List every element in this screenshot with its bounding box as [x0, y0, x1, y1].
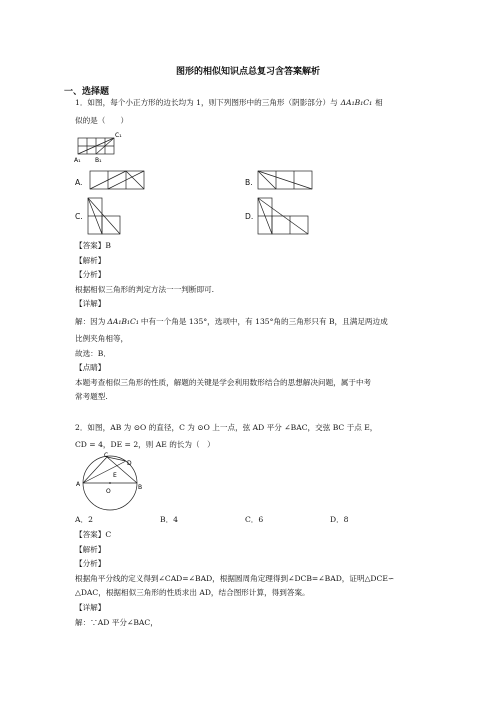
q1-fenxi-tag: 【分析】: [75, 270, 106, 279]
q1-option-d-figure: [256, 196, 316, 238]
q2-center-point: [109, 482, 111, 484]
q1-option-b-figure: [258, 169, 318, 191]
q1-detail-line3: 故选：B．: [75, 349, 111, 358]
section-heading: 一、选择题: [64, 87, 110, 97]
q2-label-o: O: [106, 488, 111, 495]
q1-dianjing-line2: 常考题型.: [75, 392, 108, 401]
q1-option-b-label: B.: [245, 178, 253, 187]
q1-detail-1a: 解：因为: [75, 317, 106, 326]
q1-label-c1: C₁: [115, 132, 122, 139]
q2-label-e: E: [113, 472, 117, 479]
q1-reference-figure: [74, 128, 128, 168]
q1-option-c-label: C.: [75, 212, 83, 221]
q1-detail-tag: 【详解】: [75, 299, 106, 308]
q2-label-a: A: [76, 481, 81, 488]
q2-label-d: D: [127, 460, 132, 467]
q2-stem-line2: CD = 4，DE = 2，则 AE 的长为（ ）: [75, 440, 215, 449]
q1-dianjing-line1: 本题考查相似三角形的性质，解题的关键是学会利用数形结合的思想解决问题，属于中考: [75, 378, 372, 387]
q2-option-c: C．6: [245, 515, 264, 524]
q1-detail-1c: 中有一个角是 135°，选项中，有 135°角的三角形只有 B，且满足两边成: [140, 317, 388, 326]
q2-fenxi-tag: 【分析】: [75, 559, 106, 568]
q1-option-c-figure: [86, 196, 136, 238]
q1-fenxi-text: 根据相似三角形的判定方法一一判断即可.: [75, 285, 215, 294]
q2-label-b: B: [138, 484, 143, 491]
q1-option-a-figure: [90, 169, 150, 191]
q2-fenxi-line1: 根据角平分线的定义得到∠CAD=∠BAD，根据圆周角定理得到∠DCB=∠BAD，证明△DCE∽: [75, 574, 395, 583]
q1-detail-line2: 比例夹角相等，: [75, 334, 129, 343]
q2-stem-line1: 2．如图，AB 为 ⊙O 的直径，C 为 ⊙O 上一点，弦 AD 平分 ∠BAC，交弦 BC 于点 E，: [75, 423, 378, 432]
q2-answer: 【答案】C: [75, 530, 112, 539]
document-title: 图形的相似知识点总复习含答案解析: [175, 67, 320, 77]
q1-dianjing-tag: 【点睛】: [75, 363, 106, 372]
q2-fenxi-line2: △DAC，根据相似三角形的性质求出 AD，结合图形计算，得到答案。: [75, 588, 310, 597]
q2-label-c: C: [104, 452, 109, 459]
q1-stem-text: 1．如图，每个小正方形的边长均为 1，则下列图形中的三角形（阴影部分）与: [75, 98, 338, 107]
q1-analysis-tag: 【解析】: [75, 256, 106, 265]
q1-stem-end: 相: [375, 98, 383, 107]
q1-answer: 【答案】B: [75, 241, 111, 250]
q1-stem-line2: 似的是（ ）: [75, 116, 129, 125]
q1-detail-triangle: ΔA₁B₁C₁: [107, 317, 139, 326]
q2-detail-line1: 解：∵AD 平分∠BAC，: [75, 618, 158, 627]
q1-option-a-label: A.: [75, 178, 83, 187]
q2-analysis-tag: 【解析】: [75, 545, 106, 554]
q2-detail-tag: 【详解】: [75, 603, 106, 612]
q2-option-b: B．4: [160, 515, 179, 524]
q1-stem-line1: [75, 98, 383, 108]
q1-triangle-label: ΔA₁B₁C₁: [340, 98, 373, 107]
q1-detail-line1: [75, 317, 388, 327]
q2-option-d: D．8: [330, 515, 349, 524]
q2-circle-figure: [74, 452, 154, 514]
q1-label-a1: A₁: [74, 157, 81, 164]
q2-option-a: A．2: [75, 515, 93, 524]
q1-label-b1: B₁: [95, 157, 102, 164]
q1-option-d-label: D.: [245, 212, 254, 221]
